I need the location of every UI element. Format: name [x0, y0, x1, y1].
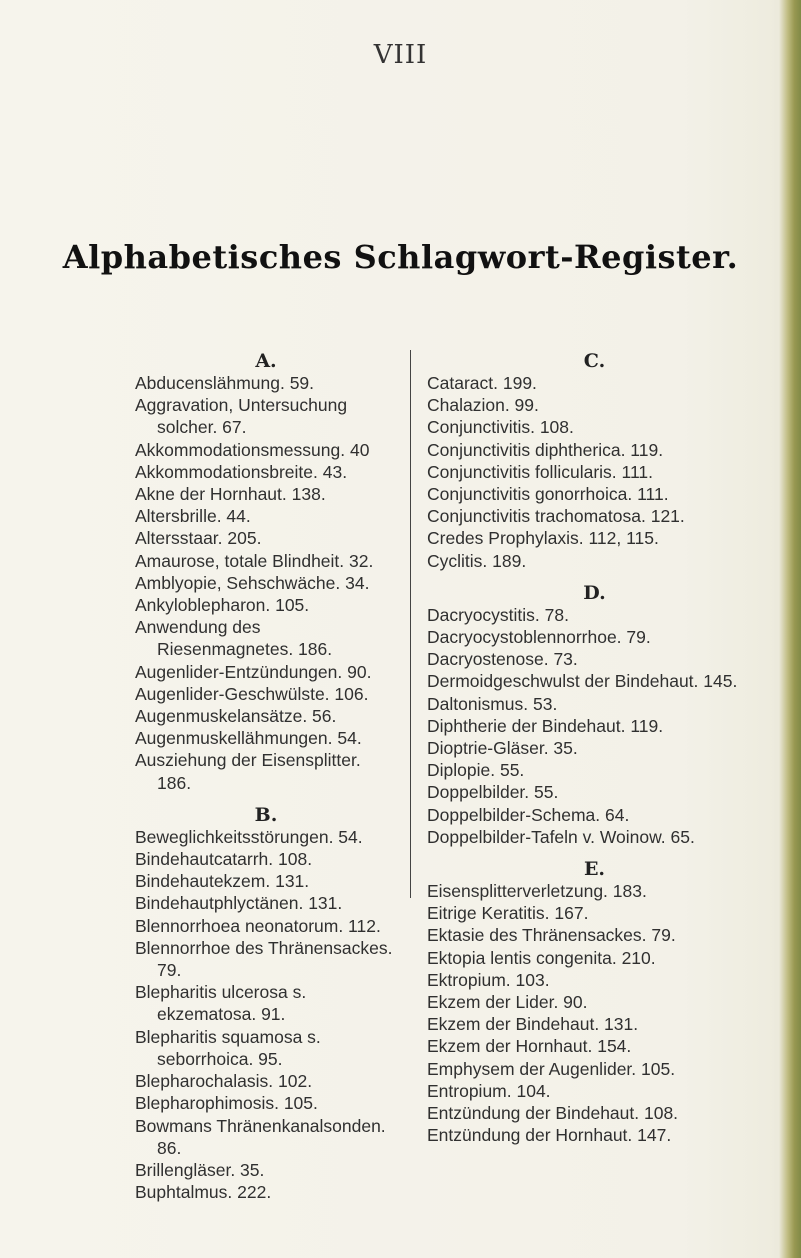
index-entry: Augenmuskelansätze. 56.	[135, 706, 337, 727]
index-entry: Doppelbilder-Schema. 64.	[427, 804, 630, 825]
index-entry: Augenlider-Geschwülste. 106.	[135, 683, 369, 704]
index-entry: Amblyopie, Sehschwäche. 34.	[135, 572, 370, 593]
index-entry: Akkommodationsmessung. 40	[135, 439, 370, 460]
index-entry: Ankyloblepharon. 105.	[135, 595, 310, 616]
index-section	[427, 858, 762, 1146]
index-entry: Bowmans Thränenkanalsonden. 86.	[135, 1115, 386, 1158]
index-entry: Doppelbilder-Tafeln v. Woinow. 65.	[427, 826, 695, 847]
index-entry: Emphysem der Augenlider. 105.	[427, 1058, 676, 1079]
index-section	[135, 804, 397, 1203]
index-entry: Altersbrille. 44.	[135, 506, 251, 527]
index-entry: Entzündung der Hornhaut. 147.	[427, 1125, 672, 1146]
index-entry: Eisensplitterverletzung. 183.	[427, 881, 647, 902]
index-entry: Conjunctivitis diphtherica. 119.	[427, 439, 664, 460]
index-entry: Conjunctivitis follicularis. 111.	[427, 461, 653, 482]
column-divider	[410, 350, 411, 898]
index-entry: Bindehautphlyctänen. 131.	[135, 893, 343, 914]
index-entry: Entzündung der Bindehaut. 108.	[427, 1103, 679, 1124]
index-entry: Blepharitis squamosa s. seborrhoica. 95.	[135, 1026, 321, 1069]
index-section	[427, 582, 762, 848]
index-entry: Credes Prophylaxis. 112, 115.	[427, 528, 659, 549]
index-entry: Cataract. 199.	[427, 373, 537, 393]
index-entry: Bindehautekzem. 131.	[135, 871, 310, 892]
index-entry: Augenlider-Entzündungen. 90.	[135, 661, 372, 682]
page-edge-discoloration	[779, 0, 801, 1258]
index-entry: Blennorrhoe des Thränensackes. 79.	[135, 937, 393, 981]
index-entry: Blepharitis ulcerosa s. ekzematosa. 91.	[135, 982, 307, 1025]
section-letter: C.	[583, 350, 606, 372]
register-title: Alphabetisches Schlagwort-Register.	[62, 238, 739, 276]
index-entry: Dacryocystoblennorrhoe. 79.	[427, 627, 651, 648]
index-entry: Blepharophimosis. 105.	[135, 1093, 318, 1114]
index-entry: Akne der Hornhaut. 138.	[135, 484, 326, 505]
index-section	[135, 350, 397, 794]
index-entry: Ekzem der Bindehaut. 131.	[427, 1014, 639, 1035]
index-entry: Abducenslähmung. 59.	[135, 373, 315, 393]
left-column	[135, 350, 397, 1203]
index-entry: Ekzem der Hornhaut. 154.	[427, 1036, 632, 1057]
index-entry: Dacryostenose. 73.	[427, 649, 578, 670]
section-gap	[135, 794, 397, 804]
section-letter: B.	[254, 803, 278, 826]
index-entry: Bindehautcatarrh. 108.	[135, 849, 313, 870]
index-entry: Buphtalmus. 222.	[135, 1182, 272, 1203]
index-entry: Diplopie. 55.	[427, 760, 525, 781]
index-entry: Ektasie des Thränensackes. 79.	[427, 925, 676, 946]
index-entry: Conjunctivitis gonorrhoica. 111.	[427, 484, 669, 505]
index-entry: Ektopia lentis congenita. 210.	[427, 947, 656, 968]
section-letter: D.	[583, 581, 606, 604]
index-section	[427, 350, 762, 572]
index-entry: Cyclitis. 189.	[427, 550, 527, 571]
section-gap	[427, 572, 762, 582]
index-entry: Blennorrhoea neonatorum. 112.	[135, 915, 381, 936]
page-number: VIII	[373, 40, 428, 70]
index-entry: Altersstaar. 205.	[135, 528, 262, 549]
index-entry: Ektropium. 103.	[427, 969, 550, 990]
index-entry: Anwendung des Riesenmagnetes. 186.	[135, 617, 333, 660]
index-entry: Augenmuskellähmungen. 54.	[135, 728, 362, 749]
index-entry: Eitrige Keratitis. 167.	[427, 903, 589, 924]
index-entry: Entropium. 104.	[427, 1080, 551, 1101]
index-entry: Dacryocystitis. 78.	[427, 604, 569, 625]
index-entry: Beweglichkeitsstörungen. 54.	[135, 826, 363, 847]
section-letter: A.	[255, 350, 277, 372]
index-entry: Akkommodationsbreite. 43.	[135, 461, 348, 482]
index-entry: Brillengläser. 35.	[135, 1159, 265, 1180]
index-entry: Chalazion. 99.	[427, 395, 539, 416]
index-entry: Ekzem der Lider. 90.	[427, 992, 588, 1013]
section-letter: E.	[583, 858, 606, 881]
index-entry: Blepharochalasis. 102.	[135, 1071, 313, 1092]
index-entry: Conjunctivitis. 108.	[427, 417, 574, 438]
index-entry: Dioptrie-Gläser. 35.	[427, 738, 578, 759]
index-entry: Daltonismus. 53.	[427, 693, 558, 714]
index-entry: Dermoidgeschwulst der Bindehaut. 145.	[427, 671, 738, 692]
index-entry: Ausziehung der Eisensplitter. 186.	[135, 750, 361, 793]
section-gap	[427, 848, 762, 858]
index-entry: Doppelbilder. 55.	[427, 782, 559, 803]
index-entry: Conjunctivitis trachomatosa. 121.	[427, 506, 685, 527]
right-column	[427, 350, 762, 1147]
index-entry: Amaurose, totale Blindheit. 32.	[135, 550, 374, 571]
index-entry: Diphtherie der Bindehaut. 119.	[427, 715, 664, 736]
index-entry: Aggravation, Untersuchung solcher. 67.	[135, 395, 348, 438]
